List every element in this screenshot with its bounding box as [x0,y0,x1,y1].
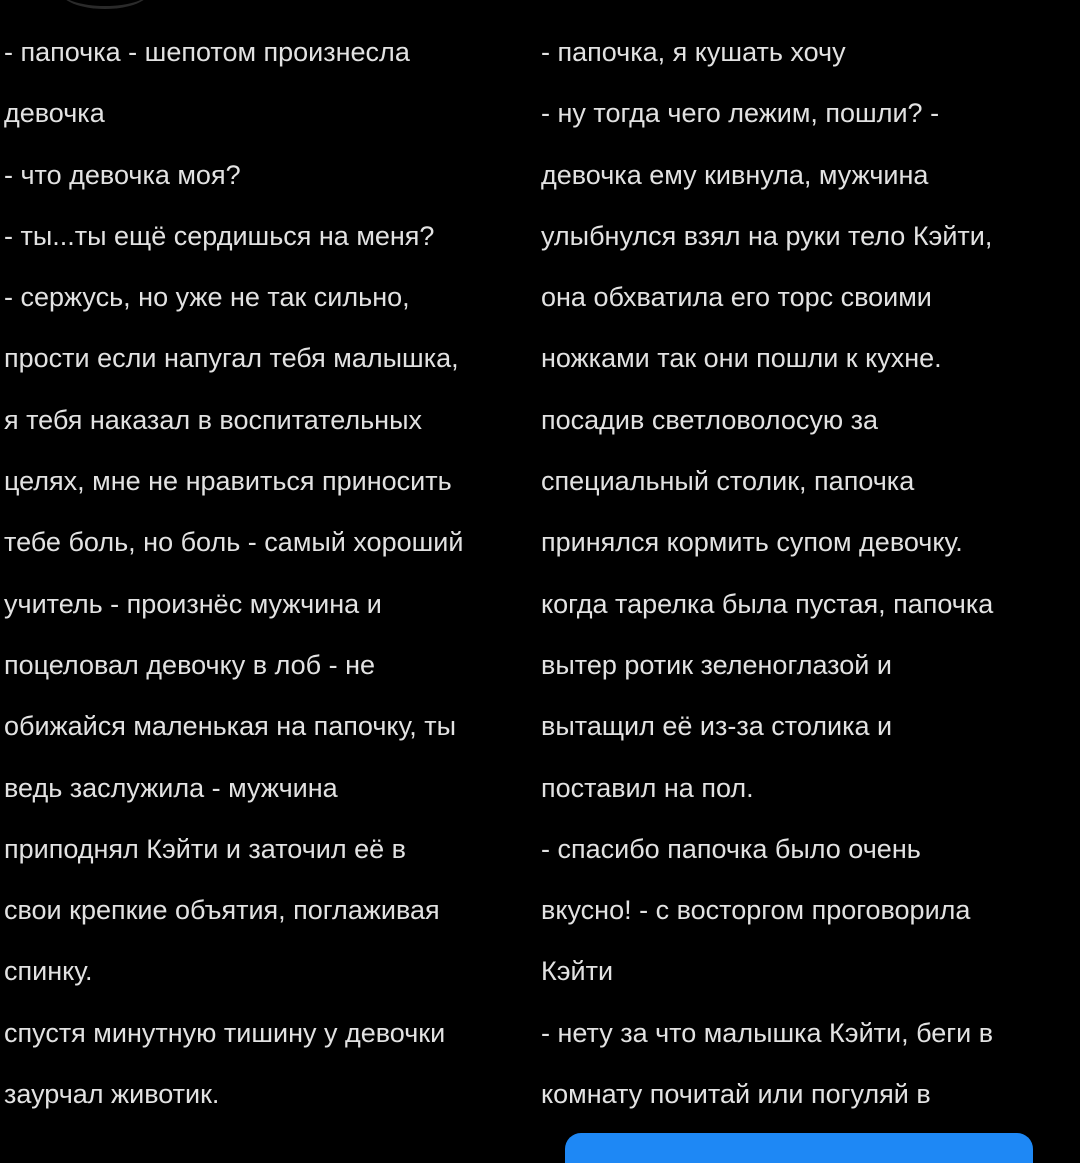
story-text-line: - спасибо папочка было очень [541,833,921,864]
story-text-line: комнату почитай или погуляй в [541,1079,931,1110]
story-text-line: улыбнулся взял на руки тело Кэйти, [541,220,993,251]
story-text-line: ведь заслужила - мужчина [4,772,338,803]
story-text-line: когда тарелка была пустая, папочка [541,588,994,619]
story-text-line: посадив светловолосую за [541,404,879,435]
story-text-line: обижайся маленькая на папочку, ты [4,711,457,742]
story-text-line: Кэйти [541,956,614,987]
story-text-line: специальный столик, папочка [541,466,915,497]
story-text-line: прости если напугал тебя малышка, [4,343,459,374]
story-text-line: ножками так они пошли к кухне. [541,343,942,374]
story-text-line: - ну тогда чего лежим, пошли? - [541,98,940,129]
story-left-column [4,26,534,1129]
story-text-line: - что девочка моя? [4,159,241,190]
story-text-line: учитель - произнёс мужчина и [4,588,382,619]
story-text-line: заурчал животик. [4,1079,220,1110]
story-text-line: поцеловал девочку в лоб - не [4,649,376,680]
story-text-line: принялся кормить супом девочку. [541,527,963,558]
story-text-line: я тебя наказал в воспитательных [4,404,422,435]
story-text-line: тебе боль, но боль - самый хороший [4,527,464,558]
story-text-line: - нету за что малышка Кэйти, беги в [541,1017,994,1048]
story-text-line: - папочка, я кушать хочу [541,37,846,67]
top-edge-element [60,0,150,9]
story-text-line: она обхватила его торс своими [541,282,932,313]
story-text-line: - папочка - шепотом произнесла [4,37,410,67]
story-text-line: свои крепкие объятия, поглаживая [4,895,440,926]
continue-button[interactable] [565,1133,1033,1163]
story-right-column [541,26,1076,1129]
story-text-line: - сержусь, но уже не так сильно, [4,282,410,313]
story-text-line: девочка ему кивнула, мужчина [541,159,929,190]
story-text-line: - ты...ты ещё сердишься на меня? [4,220,435,251]
story-text-line: спустя минутную тишину у девочки [4,1017,446,1048]
story-text-line: спинку. [4,956,93,987]
story-text-line: вытер ротик зеленоглазой и [541,649,892,680]
story-text-line: вытащил её из-за столика и [541,711,893,742]
story-text-line: поставил на пол. [541,772,754,803]
story-text-line: приподнял Кэйти и заточил её в [4,833,406,864]
story-text-line: вкусно! - с восторгом проговорила [541,895,971,926]
story-text-line: девочка [4,98,105,129]
story-text-line: целях, мне не нравиться приносить [4,466,452,497]
